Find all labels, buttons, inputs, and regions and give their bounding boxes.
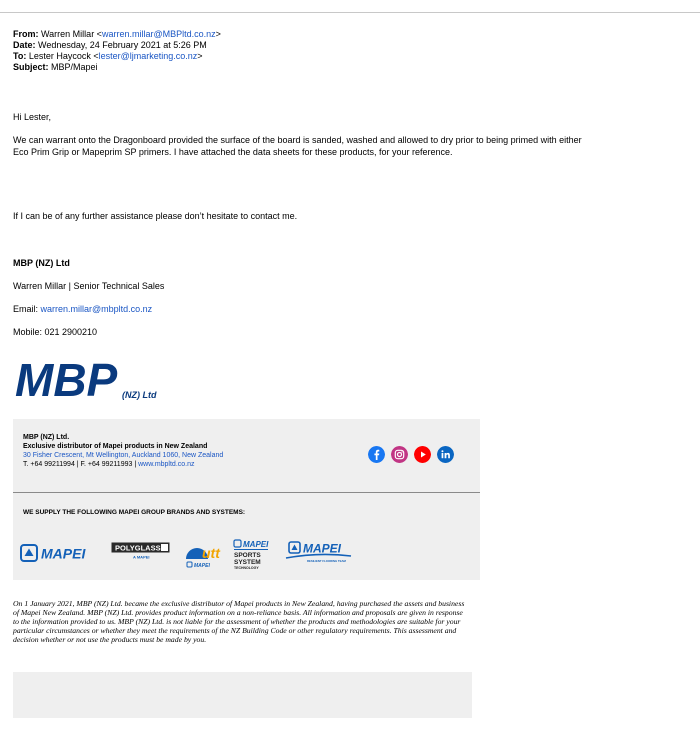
date-line [13, 40, 221, 51]
to-close: > [197, 51, 203, 61]
card-address-block [23, 433, 223, 469]
from-line [13, 29, 221, 40]
sports-mapei-text: MAPEI [243, 540, 269, 549]
polyglass-logo-text: POLYGLASS [115, 543, 161, 553]
card-website-link[interactable]: www.mbpltd.co.nz [138, 461, 195, 468]
greeting: Hi Lester, [13, 112, 52, 122]
utt-logo-text: utt [202, 545, 220, 561]
mbp-logo-main-text: MBP [15, 358, 118, 406]
footer-banner-placeholder [13, 672, 472, 718]
polyglass-logo [111, 542, 171, 560]
signature-company: MBP (NZ) Ltd [13, 258, 70, 268]
paragraph-1-line-1: We can warrant onto the Dragonboard provided the surface of the board is sanded, washed and allowed to dry prior to being primed with either [13, 135, 582, 145]
subject-line [13, 62, 221, 73]
email-header [13, 29, 221, 73]
mbp-logo [15, 358, 185, 406]
to-label: To: [13, 51, 27, 61]
card-tagline: Exclusive distributor of Mapei products in New Zealand [23, 443, 208, 450]
resilient-sub-text: RESILIENT FLOORING TEAM [307, 559, 346, 563]
subject-label: Subject: [13, 62, 49, 72]
polyglass-sub-text: A MAPEI [133, 554, 150, 560]
facebook-icon[interactable] [368, 446, 385, 463]
disclaimer-text: On 1 January 2021, MBP (NZ) Ltd. became the exclusive distributor of Mapei products in New Zealand, having purchased the assets and business of Mapei New Zealand. MBP (NZ) Ltd. provides product information on a non-reliance basis. All information and proposals are given in response to the information provided to us. MBP (NZ) Ltd. is not liable for the assessment of whether the products and methodologies are suitable for your particular circumstances or whether they meet the requirements of the NZ Building Code or other regulatory requirements. This assessment and decision whether or not use the products must be made by you. [13, 599, 465, 644]
from-email-link[interactable]: warren.millar@MBPltd.co.nz [101, 29, 216, 39]
mapei-sports-logo [233, 539, 277, 571]
to-name: Lester Haycock < [28, 51, 99, 61]
resilient-mapei-text: MAPEI [303, 541, 342, 556]
body-paragraph-1 [13, 134, 582, 158]
supply-heading: WE SUPPLY THE FOLLOWING MAPEI GROUP BRANDS AND SYSTEMS: [23, 509, 246, 516]
signature-email-link[interactable]: warren.millar@mbpltd.co.nz [40, 304, 153, 314]
body-paragraph-2: If I can be of any further assistance please don’t hesitate to contact me. [13, 211, 298, 221]
mbp-logo-sub-text: (NZ) Ltd [122, 390, 157, 400]
card-divider [13, 492, 480, 493]
signature-card [13, 419, 480, 580]
to-line [13, 51, 221, 62]
top-divider [0, 12, 700, 13]
mapei-logo-text: MAPEI [41, 545, 86, 562]
card-company: MBP (NZ) Ltd. [23, 434, 70, 441]
instagram-icon[interactable] [391, 446, 408, 463]
signature-email-line [13, 303, 152, 315]
card-phone: T. +64 99211994 | F. +64 99211993 | [23, 461, 139, 468]
utt-sub-text: MAPEI [194, 563, 210, 569]
to-email-link[interactable]: lester@ljmarketing.co.nz [98, 51, 198, 61]
subject-value: MBP/Mapei [51, 62, 98, 72]
sports-line-3: TECHNOLOGY [234, 566, 259, 570]
card-address-link[interactable]: 30 Fisher Crescent, Mt Wellington, Auckland 1060, New Zealand [23, 452, 224, 459]
youtube-icon[interactable] [414, 446, 431, 463]
mapei-resilient-logo [285, 540, 353, 564]
date-label: Date: [13, 40, 36, 50]
linkedin-icon[interactable] [437, 446, 454, 463]
signature-email-label: Email: [13, 304, 41, 314]
mapei-logo [20, 543, 100, 563]
signature-name-title: Warren Millar | Senior Technical Sales [13, 281, 165, 291]
signature-mobile: Mobile: 021 2900210 [13, 327, 98, 337]
date-value: Wednesday, 24 February 2021 at 5:26 PM [38, 40, 207, 50]
paragraph-1-line-2: Eco Prim Grip or Mapeprim SP primers. I have attached the data sheets for these products, for your reference. [13, 147, 453, 157]
from-label: From: [13, 29, 39, 39]
from-name: Warren Millar < [41, 29, 102, 39]
utt-logo [183, 540, 227, 570]
sports-line-1: SPORTS [234, 552, 261, 559]
from-close: > [215, 29, 221, 39]
sports-line-2: SYSTEM [234, 559, 261, 566]
